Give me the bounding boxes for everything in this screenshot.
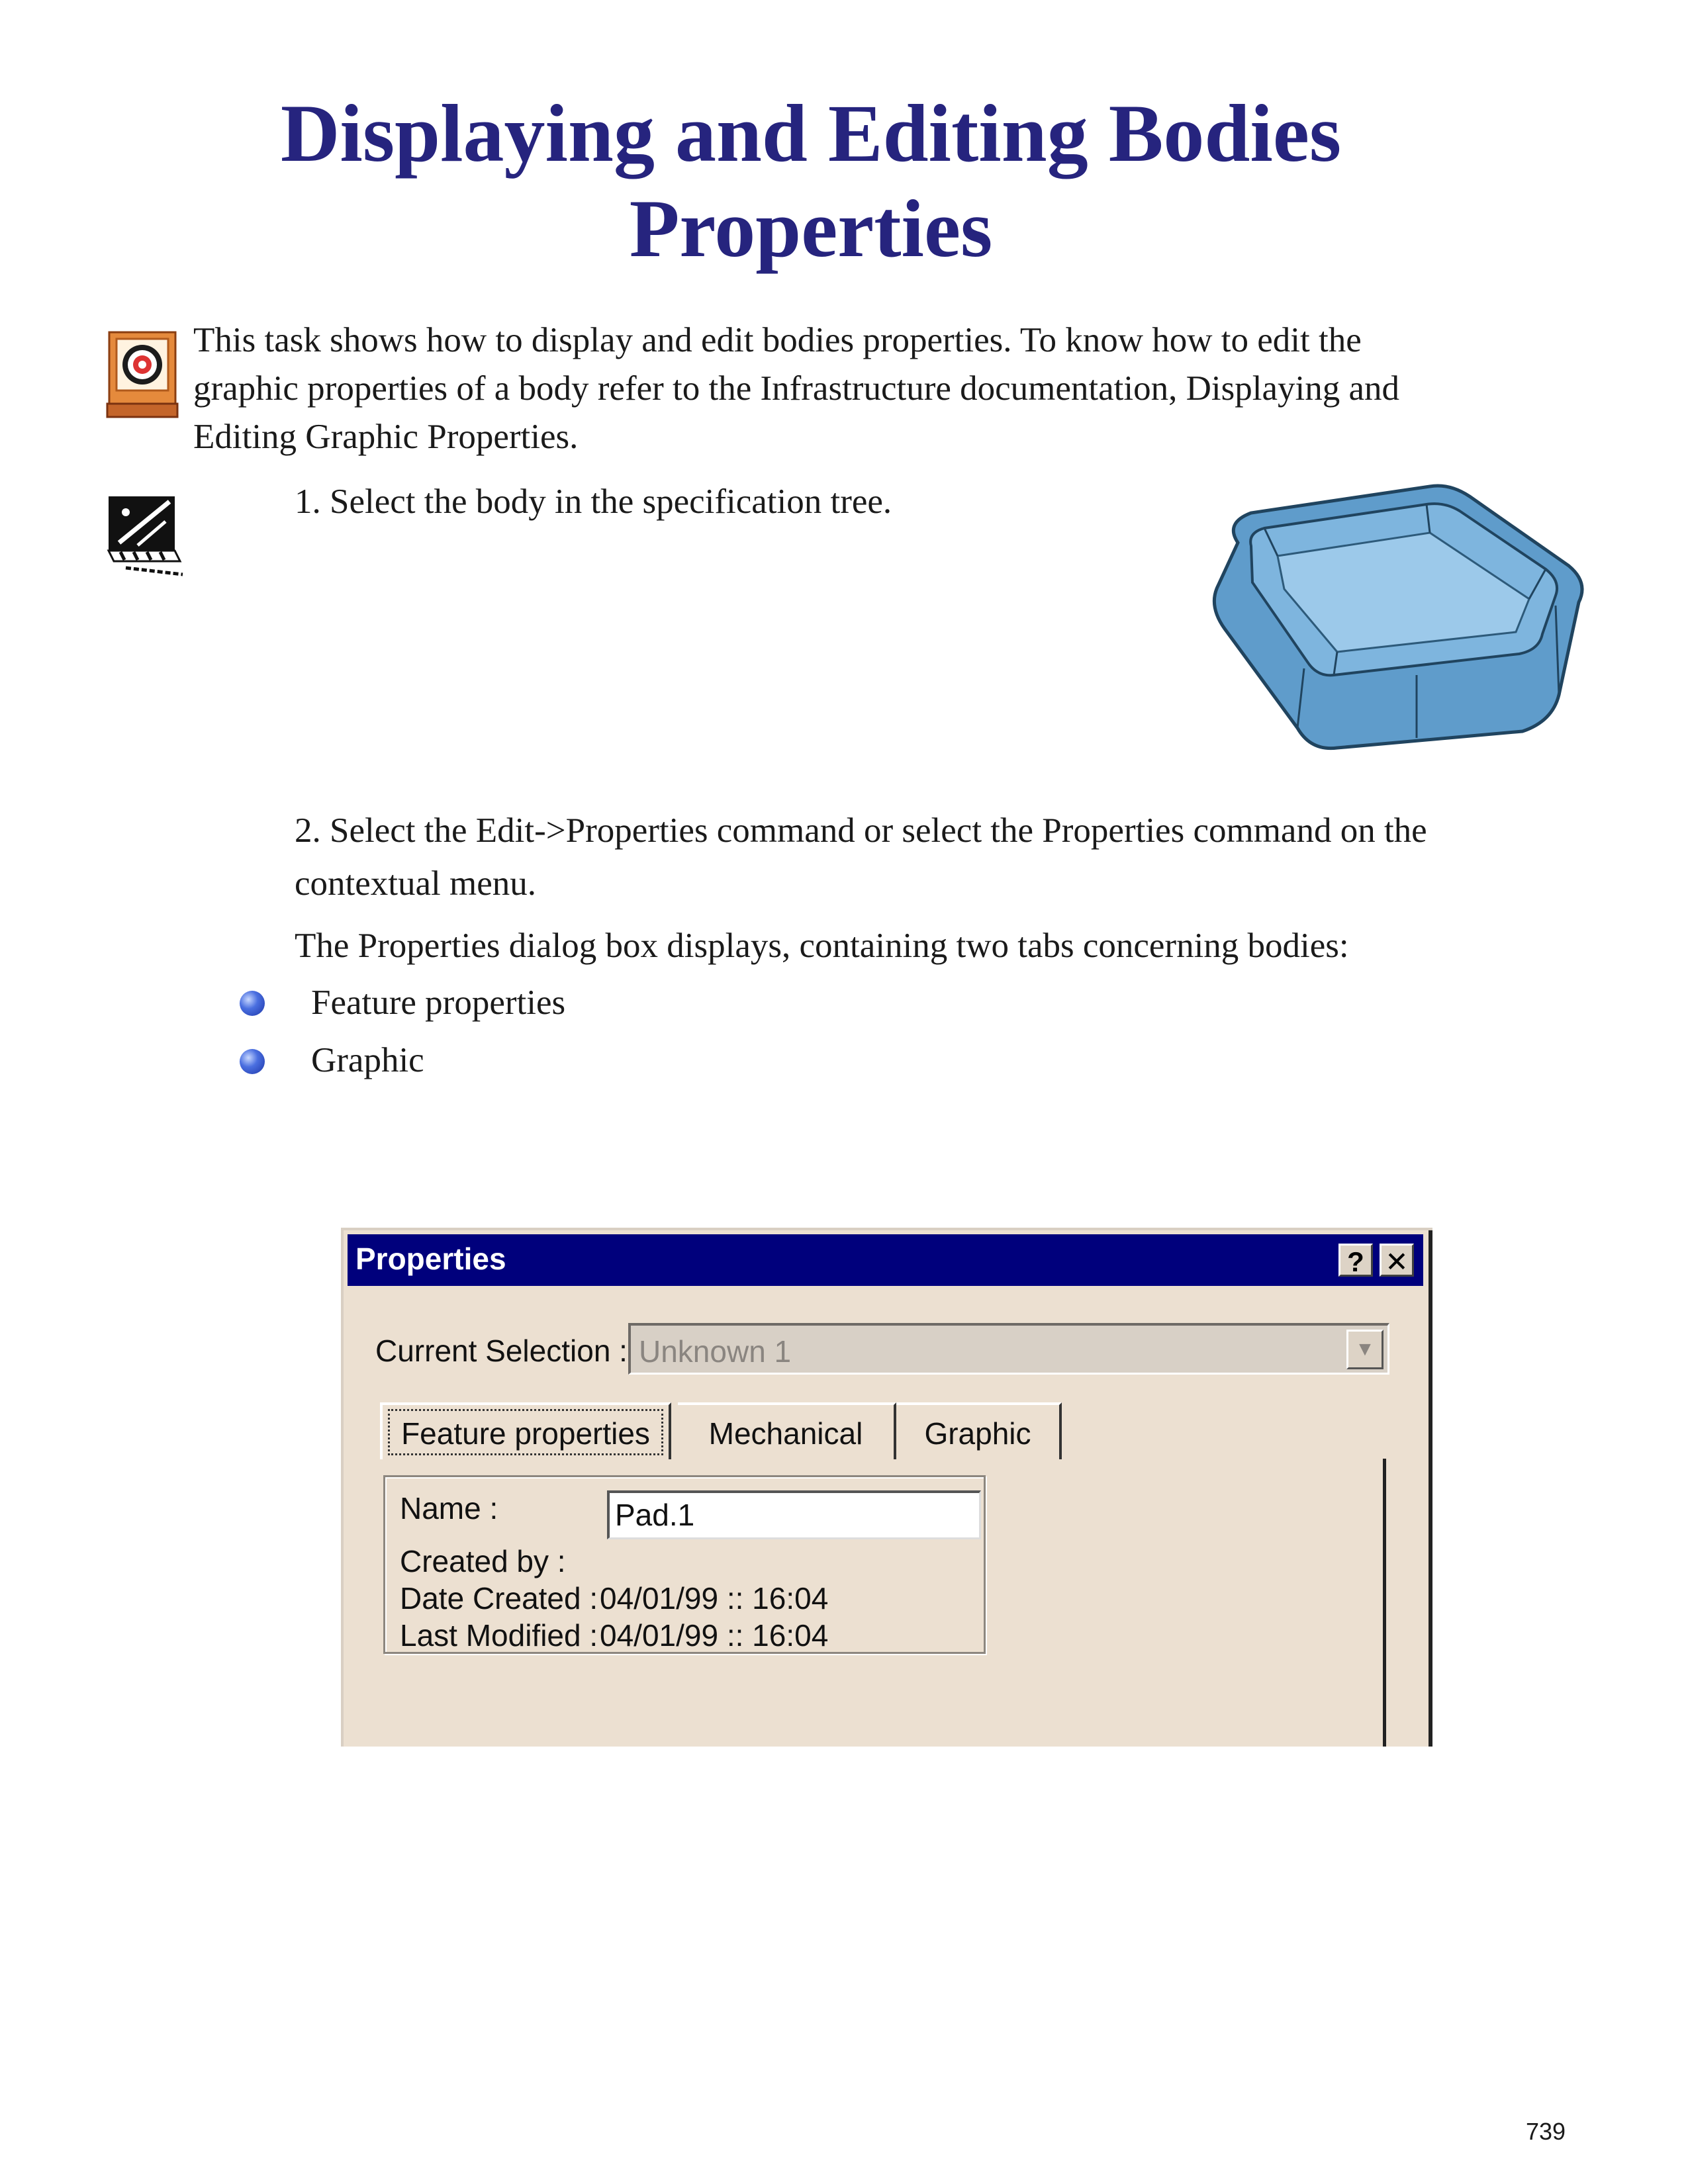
- dialog-edge: [1429, 1230, 1432, 1747]
- tab-panel-border: [1383, 1459, 1386, 1747]
- intro-paragraph: [193, 316, 1399, 461]
- feature-properties-group: [383, 1475, 986, 1654]
- dialog-titlebar: [348, 1234, 1423, 1286]
- tab-graphic-label: Graphic: [924, 1416, 1031, 1451]
- step-1: 1. Select the body in the specification tree.: [295, 482, 892, 521]
- tab-graphic[interactable]: [896, 1402, 1062, 1459]
- step-2-result: The Properties dialog box displays, containing two tabs concerning bodies:: [295, 927, 1349, 965]
- step-2-line-1: 2. Select the Edit->Properties command or select the Properties command on the: [295, 811, 1427, 850]
- bullet-item-feature-properties: Feature properties: [311, 983, 566, 1022]
- name-input[interactable]: Pad.1: [607, 1490, 981, 1539]
- dialog-title: Properties: [355, 1242, 506, 1276]
- focus-rectangle: [388, 1409, 663, 1455]
- page-title-line-1: Displaying and Editing Bodies: [280, 88, 1342, 179]
- properties-dialog: [341, 1228, 1432, 1747]
- step-2-line-2: contextual menu.: [295, 864, 536, 903]
- bullet-item-graphic: Graphic: [311, 1041, 424, 1079]
- date-created-value: 04/01/99 :: 16:04: [600, 1581, 829, 1615]
- created-by-label: Created by :: [400, 1544, 566, 1578]
- tab-mechanical-label: Mechanical: [708, 1416, 863, 1451]
- intro-line-1: This task shows how to display and edit bodies properties. To know how to edit the: [193, 321, 1362, 359]
- step-2: [295, 804, 1427, 910]
- page-number: 739: [1526, 2118, 1566, 2145]
- current-selection-combo[interactable]: [628, 1323, 1389, 1375]
- date-created-label: Date Created :: [400, 1581, 598, 1615]
- bullet-icon: [240, 991, 265, 1016]
- last-modified-label: Last Modified :: [400, 1618, 598, 1653]
- bullet-icon: [240, 1049, 265, 1074]
- tab-feature-properties-label: Feature properties: [401, 1416, 650, 1451]
- current-selection-label: Current Selection :: [375, 1334, 628, 1368]
- current-selection-value: Unknown 1: [639, 1334, 792, 1369]
- tab-mechanical[interactable]: [678, 1402, 896, 1459]
- chevron-down-icon[interactable]: ▼: [1346, 1330, 1383, 1369]
- step-by-step-icon: [106, 490, 185, 579]
- page-title-line-2: Properties: [629, 183, 993, 274]
- objective-icon: [106, 331, 179, 420]
- body-3d-illustration: [1198, 477, 1595, 754]
- last-modified-value: 04/01/99 :: 16:04: [600, 1618, 829, 1653]
- intro-line-2: graphic properties of a body refer to the Infrastructure documentation, Displaying and: [193, 369, 1399, 408]
- page-title: [0, 86, 1622, 277]
- tab-feature-properties[interactable]: [380, 1402, 671, 1459]
- close-button[interactable]: ✕: [1380, 1244, 1414, 1277]
- name-label: Name :: [400, 1491, 498, 1525]
- intro-line-3: Editing Graphic Properties.: [193, 418, 579, 456]
- help-button[interactable]: ?: [1338, 1244, 1373, 1277]
